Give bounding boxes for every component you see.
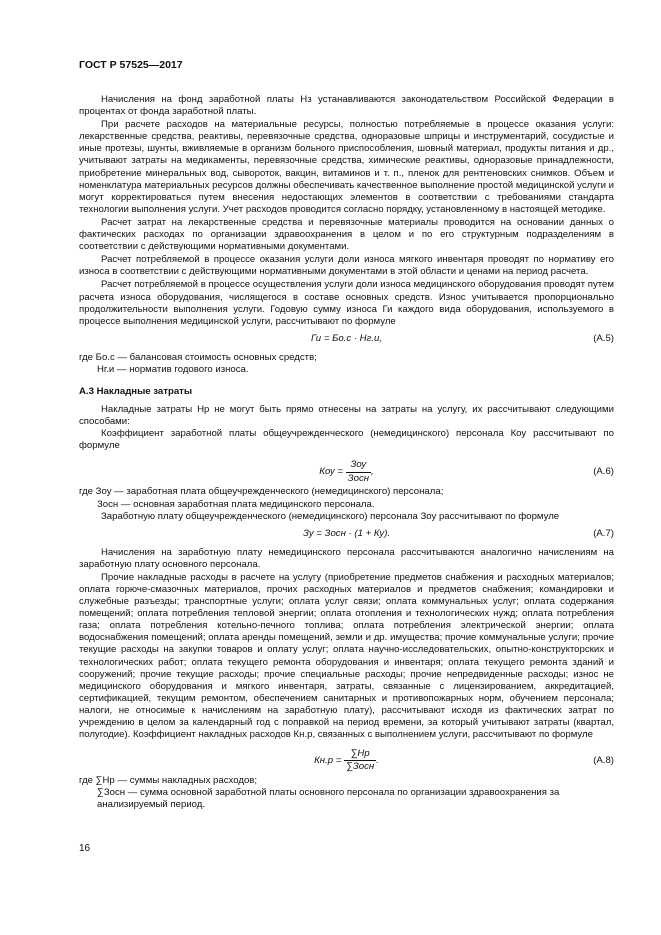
paragraph-other-overhead: Прочие накладные расходы в расчете на услугу (приобретение предметов снабжения и расходных материалов; оплата горюче-смазочных материалов, прочих расходных материалов и предметов снабжения; командировки и служебные разъезды; транспортные услуги; оплата услуг связи; оплата коммунальных услуг; оплата содержания помещений; оплата потребления тепловой энергии; оплата отопления и технологических нужд; оплата потребления газа; оплата потребления котельно-печного топлива; оплата потребления электрической энергии; оплата водоснабжения помещений; оплата аренды помещений, земли и др. имущества; прочие коммунальные услуги; прочие текущие расходы на закупки товаров и оплату услуг; оплата научно-исследовательских, опытно-конструкторских и технологических работ; оплата текущего ремонта оборудования и инвентаря; оплата текущего ремонта зданий и сооружений; прочие текущие расходы; прочие специальные расходы; прочие непредвиденные расходы; износ не медицинского оборудования и мягкого инвентаря, затраты, связанные с лицензированием, аккредитацией, сертификацией, текущим ремонтом, обеспечением санитарных и противопожарных норм, обучением персонала; налоги, не относимые к начислениям на заработную плату), рассчитывают исходя из фактических затрат по учреждению в целом за календарный год с поправкой на период времени, за который учитывают затраты (квартал, полугодие). Коэффициент накладных расходов Кн.р, связанных с выполнением услуги, рассчитывают по формуле bbox=[79, 571, 614, 741]
formula-a6-fraction bbox=[346, 459, 371, 484]
formula-a7-number: (А.7) bbox=[593, 527, 614, 539]
formula-a7 bbox=[79, 523, 614, 547]
paragraph-overhead: Накладные затраты Нр не могут быть прямо отнесены на затраты на услугу, их рассчитывают следующими способами: bbox=[79, 404, 614, 428]
section-heading-a3: А.3 Накладные затраты bbox=[79, 385, 193, 397]
formula-a8-number: (А.8) bbox=[593, 755, 614, 767]
formula-a6-numerator: Зоу bbox=[346, 459, 371, 472]
paragraph-nonmedical-charges: Начисления на заработную плату немедицинского персонала рассчитываются аналогично начислениям на заработную плату основного персонала. bbox=[79, 546, 614, 570]
formula-a6-tail: , bbox=[371, 466, 374, 478]
formula-a6-lhs: Коу = bbox=[319, 466, 344, 478]
formula-a8-tail: . bbox=[376, 755, 379, 767]
paragraph-admin-coefficient: Коэффициент заработной платы общеучрежденческого (немедицинского) персонала Коу рассчитывают по формуле bbox=[79, 428, 614, 452]
where-a8-line2: ∑Зосн — сумма основной заработной платы основного персонала по организации здравоохранения за анализируемый период. bbox=[97, 787, 560, 811]
paragraph-soft-inventory: Расчет потребляемой в процессе оказания услуги доли износа мягкого инвентаря проводят по нормативу его износа в соответствии с действующими нормативными документами в этой области и ценами на период расчета. bbox=[79, 254, 614, 278]
paragraph-equipment-wear: Расчет потребляемой в процессе осуществления услуги доли износа медицинского оборудования проводят путем расчета износа оборудования, числящегося в составе основных средств. Износ учитывается пропорционально продолжительности выполнения услуги. Годовую сумму износа Ги каждого вида оборудования, используемого в процессе выполнения медицинской услуги, рассчитывают по формуле bbox=[79, 279, 614, 327]
formula-a6 bbox=[79, 452, 614, 486]
paragraph-payroll-charges: Начисления на фонд заработной платы Hз устанавливаются законодательством Российской Федерации в процентах от фонда заработной платы. bbox=[79, 94, 614, 118]
formula-a7-expression: Зу = Зосн · (1 + Ку). bbox=[302, 527, 391, 539]
document-body bbox=[79, 94, 614, 812]
formula-a5 bbox=[79, 328, 614, 352]
formula-a8-expression bbox=[79, 748, 614, 773]
formula-a5-number: (А.5) bbox=[593, 332, 614, 344]
formula-a8-fraction bbox=[344, 748, 376, 773]
where-a8-line1: где ∑Нр — суммы накладных расходов; bbox=[79, 775, 258, 787]
paragraph-material-resources: При расчете расходов на материальные ресурсы, полностью потребляемые в процессе оказания услуги: лекарственные средства, реактивы, перевязочные средства, одноразовые шприцы и инструментарий, сосудистые и иные протезы, шунты, вживляемые в организм больного приспособления, шовный материал, продукты питания и др., учитывают затраты на медикаменты, перевязочные средства, химические реактивы, одноразовые принадлежности, приобретение минеральных вод, сывороток, вакцин, витаминов и т. п., пленок для рентгеновских снимков. Объем и номенклатура материальных ресурсов должны обеспечивать качественное выполнение простой медицинской услуги и могут корректироваться путем внесения недостающих элементов в соответствии с требованиями стандарта технологии выполнения услуги. Учет расходов проводится согласно порядку, установленному в настоящей методике. bbox=[79, 119, 614, 215]
formula-a8-numerator: ∑Нр bbox=[344, 748, 376, 761]
where-a6-line1: где Зоу — заработная плата общеучрежденческого (немедицинского) персонала; bbox=[79, 486, 444, 498]
formula-a8-denominator: ∑Зосн bbox=[346, 761, 375, 773]
formula-a6-number: (А.6) bbox=[593, 466, 614, 478]
paragraph-admin-salary: Заработную плату общеучрежденческого (немедицинского) персонала Зоу рассчитывают по формуле bbox=[101, 510, 560, 522]
paragraph-medicines: Расчет затрат на лекарственные средства и перевязочные материалы проводится на основании данных о фактических расходах по организации здравоохранения в целом и по его структурным подразделениям в соответствии с действующими нормативными документами. bbox=[79, 216, 614, 253]
document-header: ГОСТ Р 57525—2017 bbox=[79, 59, 183, 71]
formula-a8-lhs: Кн.р = bbox=[314, 755, 342, 767]
where-a5-line1: где Бо.с — балансовая стоимость основных средств; bbox=[79, 351, 317, 363]
formula-a5-expression: Ги = Бо.с · Нг.и, bbox=[311, 332, 382, 344]
page-number: 16 bbox=[79, 843, 91, 854]
where-a6-line2: Зосн — основная заработная плата медицинского персонала. bbox=[97, 498, 375, 510]
where-a5-line2: Нг.и — норматив годового износа. bbox=[97, 363, 249, 375]
formula-a6-denominator: Зосн bbox=[347, 472, 370, 484]
formula-a6-expression bbox=[79, 459, 614, 484]
formula-a8 bbox=[79, 741, 614, 775]
